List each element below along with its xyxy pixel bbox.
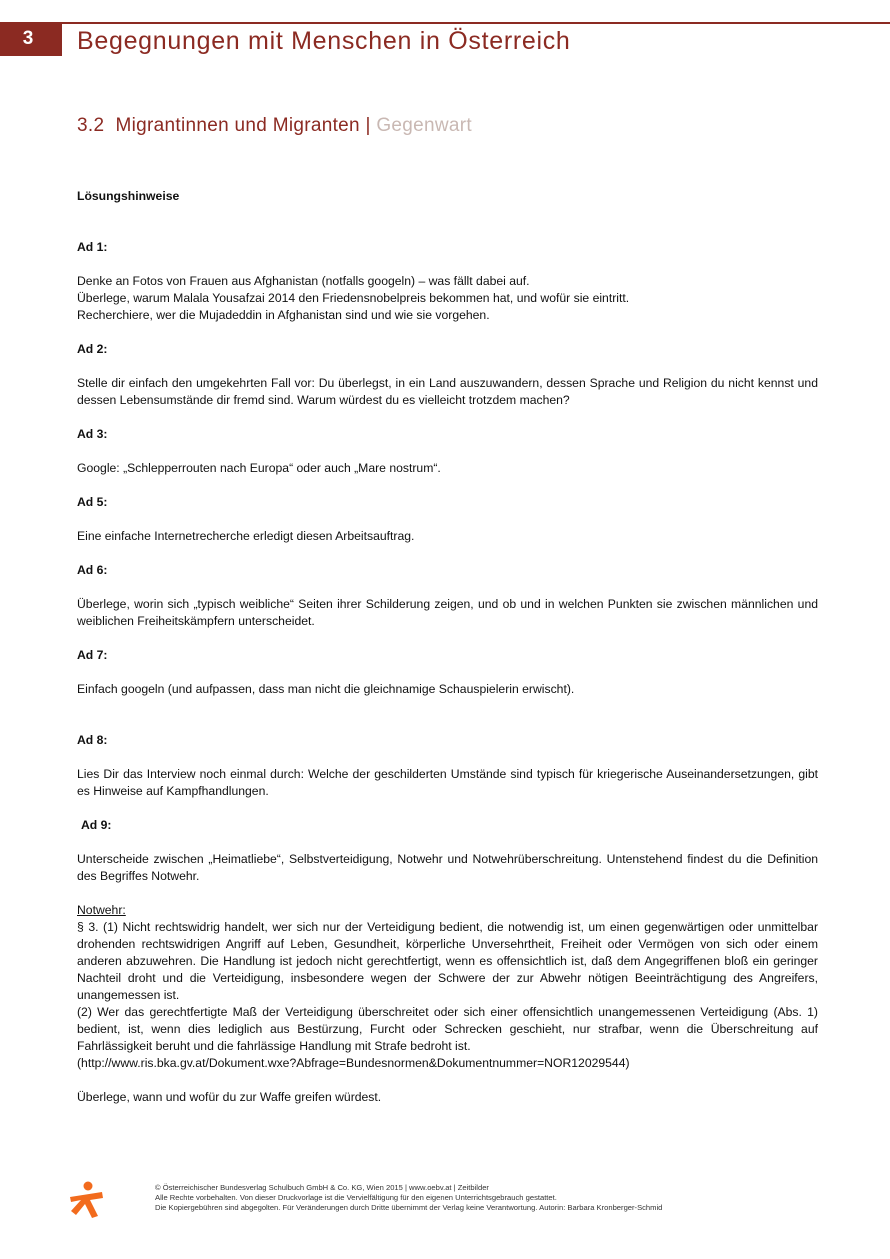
ad3-text: Google: „Schlepperrouten nach Europa“ oder auch „Mare nostrum“. — [77, 461, 441, 475]
notwehr-paragraph-1: § 3. (1) Nicht rechtswidrig handelt, wer sich nur der Verteidigung bedient, die notwendig ist, um einen gegenwärtigen oder unmittelbar drohenden rechtswidrigen Angriff auf Leben, Gesundheit, körperliche Unversehrtheit, Freiheit oder Vermögen von sich oder einem anderen abzuwehren. Die Handlung ist jedoch nicht gerechtfertigt, wenn es offensichtlich ist, daß dem Angegriffenen bloß ein geringer Nachteil droht und die Verteidigung, insbesondere wegen der Schwere der zur Abwehr nötigen Beeinträchtigung des Angreifers, unangemessen ist. — [77, 920, 818, 1002]
ad9-label: Ad 9: — [81, 818, 112, 832]
section-title — [77, 115, 472, 137]
ad5-text: Eine einfache Internetrecherche erledigt diesen Arbeitsauftrag. — [77, 529, 415, 543]
ad9-text: Unterscheide zwischen „Heimatliebe“, Selbstverteidigung, Notwehr und Notwehrüberschreitung. Untenstehend findest du die Definition des Begriffes Notwehr. — [77, 852, 818, 883]
solutions-heading: Lösungshinweise — [77, 189, 180, 203]
ad6-text: Überlege, worin sich „typisch weibliche“ Seiten ihrer Schilderung zeigen, und ob und in welchen Punkten sie zwischen männlichen und weiblichen Freiheitskämpfern unterscheidet. — [77, 597, 818, 628]
ad3-label: Ad 3: — [77, 427, 108, 441]
header-rule — [62, 22, 890, 24]
ad1-line: Denke an Fotos von Frauen aus Afghanistan (notfalls googeln) – was fällt dabei auf. — [77, 274, 530, 288]
ad6-label: Ad 6: — [77, 563, 108, 577]
ad2-text: Stelle dir einfach den umgekehrten Fall vor: Du überlegst, in ein Land auszuwandern, dessen Sprache und Religion du nicht kennst und dessen Lebensumstände dir fremd sind. Warum würdest du es vielleicht trotzdem machen? — [77, 376, 818, 407]
ad5-label: Ad 5: — [77, 495, 108, 509]
footer — [155, 1183, 662, 1213]
section-name: Migrantinnen und Migranten — [115, 115, 360, 136]
publisher-logo-icon — [66, 1180, 106, 1220]
ad8-text: Lies Dir das Interview noch einmal durch: Welche der geschilderten Umstände sind typisch für kriegerische Auseinandersetzungen, gibt es Hinweise auf Kampfhandlungen. — [77, 767, 818, 798]
ad1-line: Recherchiere, wer die Mujadeddin in Afghanistan sind und wie sie vorgehen. — [77, 308, 490, 322]
notwehr-paragraph-2: (2) Wer das gerechtfertigte Maß der Verteidigung überschreitet oder sich einer offensichtlich unangemessenen Verteidigung (Abs. 1) bedient, ist, wenn dies lediglich aus Bestürzung, Furcht oder Schrecken geschieht, nur strafbar, wenn die Überschreitung auf Fahrlässigkeit beruht und die fahrlässige Handlung mit Strafe bedroht ist. — [77, 1005, 818, 1053]
section-number: 3.2 — [77, 115, 105, 136]
ad1-label: Ad 1: — [77, 240, 108, 254]
notwehr-label: Notwehr: — [77, 903, 126, 917]
footer-author: Die Kopiergebühren sind abgegolten. Für Veränderungen durch Dritte übernimmt der Verlag keine Verantwortung. Autorin: Barbara Kronberger-Schmid — [155, 1203, 663, 1212]
ad1-line: Überlege, warum Malala Yousafzai 2014 den Friedensnobelpreis bekommen hat, und wofür sie eintritt. — [77, 291, 630, 305]
section-subtitle: Gegenwart — [376, 115, 472, 136]
chapter-number-badge — [0, 22, 62, 56]
ad8-label: Ad 8: — [77, 733, 108, 747]
ad7-text: Einfach googeln (und aufpassen, dass man nicht die gleichnamige Schauspielerin erwischt). — [77, 682, 575, 696]
closing-text: Überlege, wann und wofür du zur Waffe greifen würdest. — [77, 1090, 382, 1104]
footer-rights: Alle Rechte vorbehalten. Von dieser Druckvorlage ist die Vervielfältigung für den eigenen Unterrichtsgebrauch gestattet. — [155, 1193, 557, 1202]
notwehr-source: (http://www.ris.bka.gv.at/Dokument.wxe?Abfrage=Bundesnormen&Dokumentnummer=NOR12029544) — [77, 1056, 630, 1070]
chapter-number: 3 — [22, 28, 34, 49]
chapter-title: Begegnungen mit Menschen in Österreich — [77, 27, 571, 55]
footer-copyright: © Österreichischer Bundesverlag Schulbuch GmbH & Co. KG, Wien 2015 | www.oebv.at | Zeitbilder — [155, 1183, 489, 1192]
document-body — [77, 188, 818, 1106]
section-separator: | — [365, 115, 371, 136]
ad7-label: Ad 7: — [77, 648, 108, 662]
ad2-label: Ad 2: — [77, 342, 108, 356]
